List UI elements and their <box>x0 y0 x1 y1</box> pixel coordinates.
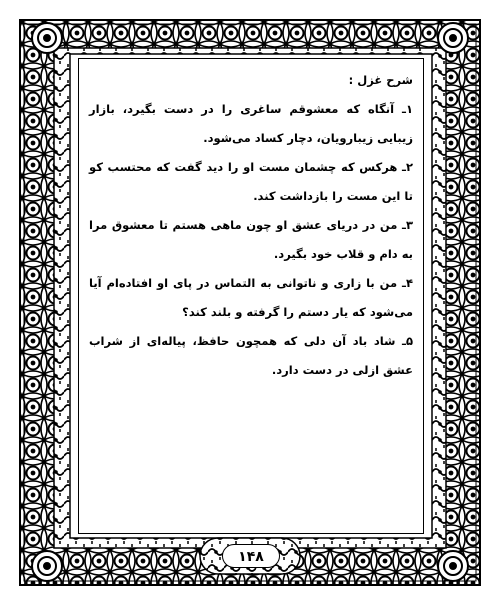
commentary-item: ۱ـ آنگاه که معشوقم ساغری را در دست بگیرد، بازار زیبایی زیبارویان، دچار کساد می‌شود. <box>89 102 413 145</box>
section-heading: شرح غزل : <box>348 73 413 87</box>
page-number: ۱۴۸ <box>222 544 280 568</box>
commentary-item: ۳ـ من در دریای عشق او چون ماهی هستم تا معشوق مرا به دام و قلاب خود بگیرد. <box>89 218 413 261</box>
commentary-item: ۲ـ هرکس که چشمان مست او را دید گفت که محتسب کو تا این مست را بازداشت کند. <box>89 160 413 203</box>
commentary-item: ۵ـ شاد باد آن دلی که همچون حافظ، پیاله‌ای از شراب عشق ازلی در دست دارد. <box>89 334 413 377</box>
commentary-text <box>89 66 413 385</box>
commentary-item: ۴ـ من با زاری و ناتوانی به التماس در پای او افتاده‌ام آیا می‌شود که یار دستم را گرفته و بلند کند؟ <box>89 276 413 319</box>
